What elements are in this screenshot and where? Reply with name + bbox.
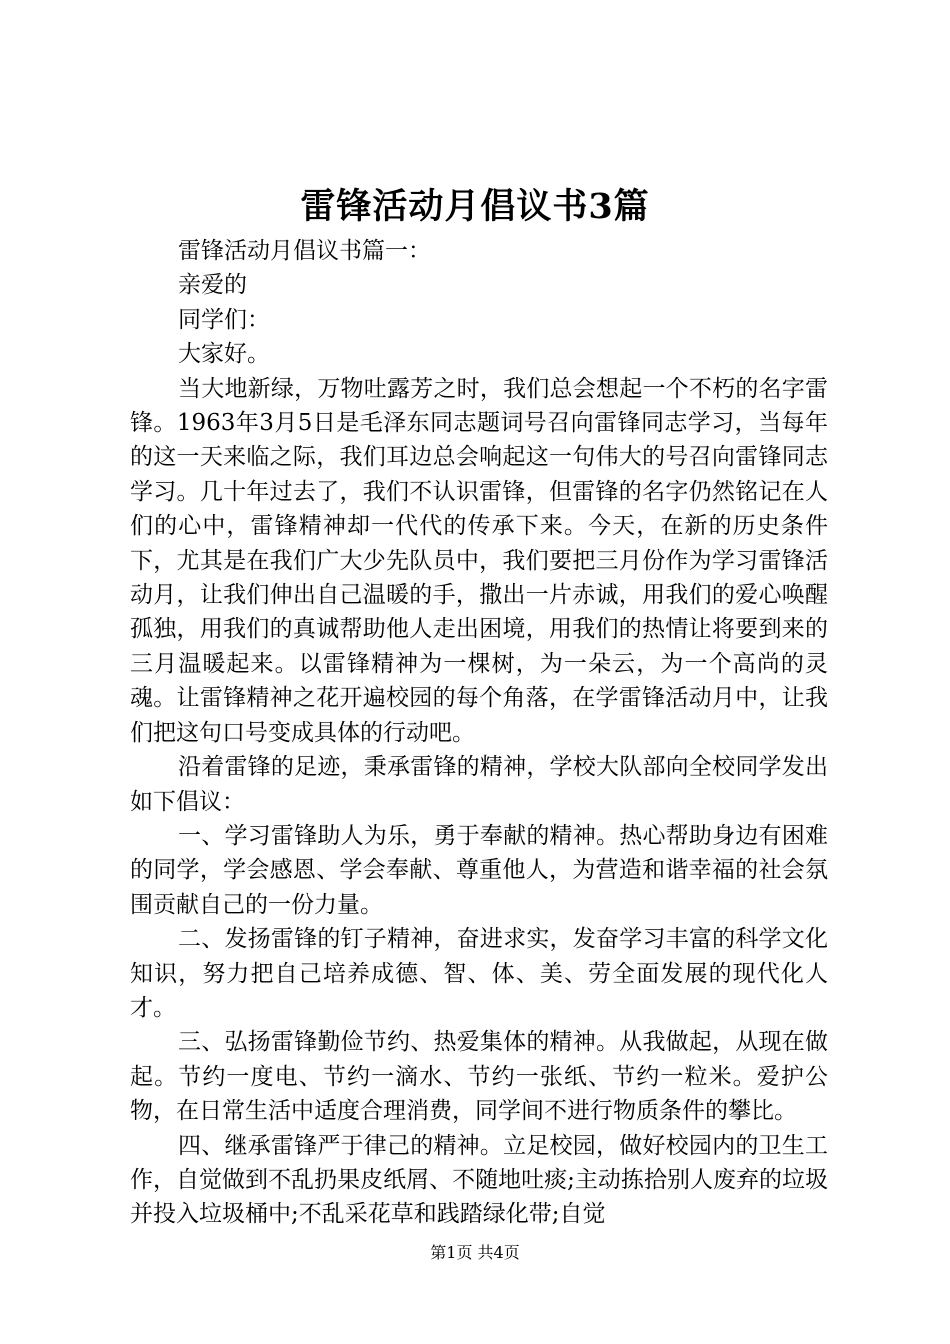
paragraph-salutation-2: 同学们： xyxy=(178,306,270,333)
paragraph-greeting: 大家好。 xyxy=(178,341,270,368)
page-footer: 第1页 共4页 xyxy=(430,1243,520,1262)
paragraph-proposal-lead: 沿着雷锋的足迹，秉承雷锋的精神，学校大队部向全校同学发出如下倡议： xyxy=(130,754,828,815)
paragraph-proposal-1: 一、学习雷锋助人为乐，勇于奉献的精神。热心帮助身边有困难的同学，学会感恩、学会奉献、尊重他人，为营造和谐幸福的社会氛围贡献自己的一份力量。 xyxy=(130,822,828,918)
paragraph-section-heading: 雷锋活动月倡议书篇一： xyxy=(178,238,431,264)
document-body xyxy=(130,234,828,1232)
paragraph-intro: 当大地新绿，万物吐露芳之时，我们总会想起一个不朽的名字雷锋。1963年3月5日是毛泽东同志题词号召向雷锋同志学习，当每年的这一天来临之际，我们耳边总会响起这一句伟大的号召向雷锋同志学习。几十年过去了，我们不认识雷锋，但雷锋的名字仍然铭记在人们的心中，雷锋精神却一代代的传承下来。今天，在新的历史条件下，尤其是在我们广大少先队员中，我们要把三月份作为学习雷锋活动月，让我们伸出自己温暖的手，撒出一片赤诚，用我们的爱心唤醒孤独，用我们的真诚帮助他人走出困境，用我们的热情让将要到来的三月温暖起来。以雷锋精神为一棵树，为一朵云，为一个高尚的灵魂。让雷锋精神之花开遍校园的每个角落，在学雷锋活动月中，让我们把这句口号变成具体的行动吧。 xyxy=(130,375,828,746)
paragraph-salutation-1: 亲爱的 xyxy=(178,272,247,299)
paragraph-proposal-2: 二、发扬雷锋的钉子精神，奋进求实，发奋学习丰富的科学文化知识，努力把自己培养成德、智、体、美、劳全面发展的现代化人才。 xyxy=(130,926,828,1021)
paragraph-proposal-3: 三、弘扬雷锋勤俭节约、热爱集体的精神。从我做起，从现在做起。节约一度电、节约一滴水、节约一张纸、节约一粒米。爱护公物，在日常生活中适度合理消费，同学间不进行物质条件的攀比。 xyxy=(130,1029,828,1125)
document-title: 雷锋活动月倡议书3篇 xyxy=(300,186,650,227)
paragraph-proposal-4: 四、继承雷锋严于律己的精神。立足校园，做好校园内的卫生工作，自觉做到不乱扔果皮纸屑、不随地吐痰;主动拣拾别人废弃的垃圾并投入垃圾桶中;不乱采花草和践踏绿化带;自觉 xyxy=(130,1132,828,1228)
